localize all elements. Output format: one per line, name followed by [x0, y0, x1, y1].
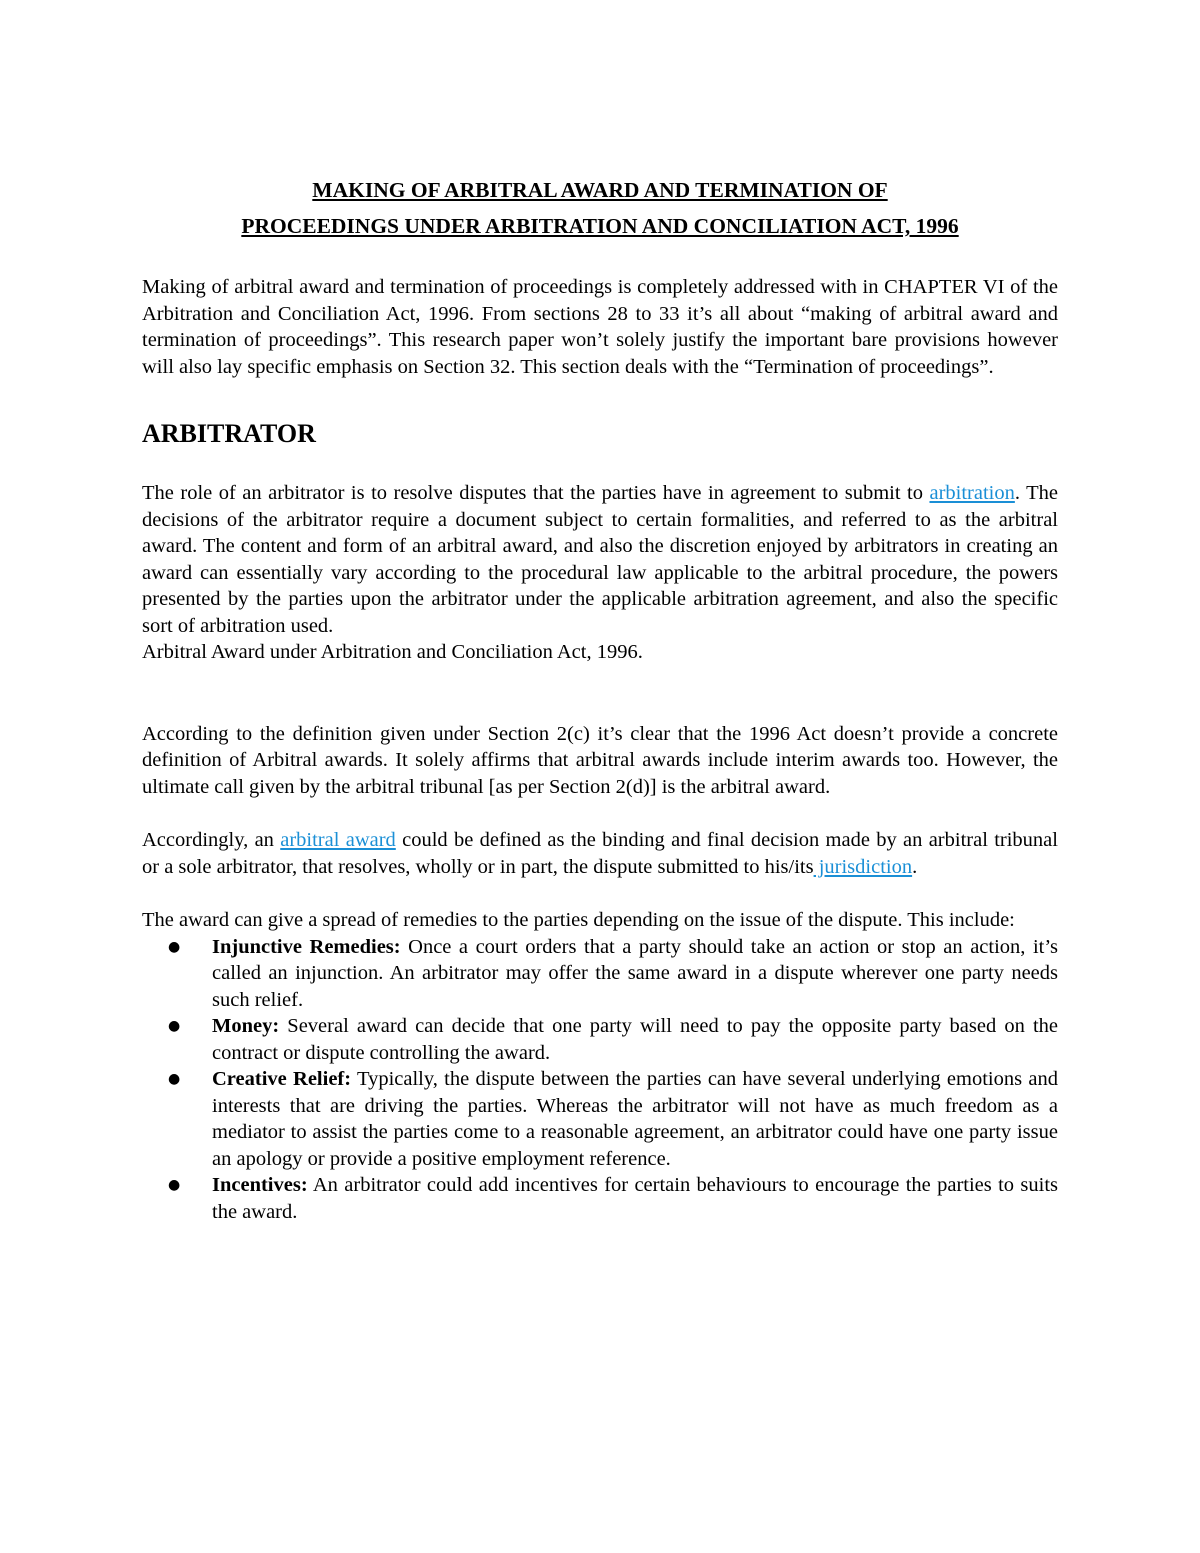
jurisdiction-link[interactable]: jurisdiction	[813, 855, 913, 878]
document-title	[142, 172, 1058, 244]
title-line-2: PROCEEDINGS UNDER ARBITRATION AND CONCILIATION ACT, 1996	[241, 214, 959, 238]
remedy-label: Injunctive Remedies:	[212, 935, 401, 958]
arbitral-award-link[interactable]: arbitral award	[280, 829, 396, 851]
arbitrator-heading: ARBITRATOR	[142, 419, 316, 448]
acc-text-3: .	[912, 855, 918, 878]
bullet-icon: ●	[168, 938, 181, 955]
remedies-list	[142, 934, 1058, 1226]
list-item	[168, 1172, 1058, 1225]
acc-text-1: Accordingly, an	[142, 829, 281, 851]
remedy-label: Creative Relief:	[212, 1068, 352, 1090]
remedy-text: An arbitrator could add incentives for certain behaviours to encourage the parties to suits the award.	[212, 1174, 1058, 1223]
intro-paragraph: Making of arbitral award and termination of proceedings is completely addressed with in CHAPTER VI of the Arbitration and Conciliation Act, 1996. From sections 28 to 33 it’s all about “making of arbitral award and termination of proceedings”. This research paper won’t solely justify the important bare provisions however will also lay specific emphasis on Section 32. This section deals with the “Termination of proceedings”.	[142, 276, 1058, 378]
remedy-label: Incentives:	[212, 1174, 308, 1196]
arbitration-link[interactable]: arbitration	[929, 482, 1015, 504]
acc-text-2: could be defined as the binding and final decision made by an arbitral tribunal or a sole arbitrator, that resolves, wholly or in part, the dispute submitted to his/its	[142, 829, 1058, 878]
remedies-intro-paragraph: The award can give a spread of remedies to the parties depending on the issue of the dispute. This include:	[142, 909, 1015, 931]
list-item	[168, 1013, 1058, 1066]
role-text-1: The role of an arbitrator is to resolve disputes that the parties have in agreement to submit to	[142, 482, 930, 504]
role-paragraph	[142, 480, 1058, 639]
bullet-icon: ●	[168, 1018, 181, 1034]
bullet-icon: ●	[168, 1071, 181, 1087]
remedy-text: Typically, the dispute between the parties can have several underlying emotions and interests that are driving the parties. Whereas the arbitrator will not have as much freedom as a mediator to assist the parties come to a reasonable agreement, an arbitrator could have one party issue an apology or provide a positive employment reference.	[212, 1068, 1058, 1170]
remedy-label: Money:	[212, 1015, 280, 1037]
list-item	[168, 1066, 1058, 1172]
list-item	[168, 934, 1059, 1014]
accordingly-paragraph	[142, 827, 1058, 880]
definition-paragraph: According to the definition given under Section 2(c) it’s clear that the 1996 Act doesn’t provide a concrete definition of Arbitral awards. It solely affirms that arbitral awards include interim awards too. However, the ultimate call given by the arbitral tribunal [as per Section 2(d)] is the arbitral award.	[142, 722, 1058, 798]
remedy-text: Once a court orders that a party should take an action or stop an action, it’s called an injunction. An arbitrator may offer the same award in a dispute wherever one party needs such relief.	[212, 935, 1059, 1011]
remedy-text: Several award can decide that one party will need to pay the opposite party based on the contract or dispute controlling the award.	[212, 1015, 1058, 1064]
title-line-1: MAKING OF ARBITRAL AWARD AND TERMINATION OF	[312, 178, 888, 202]
award-subheading: Arbitral Award under Arbitration and Conciliation Act, 1996.	[142, 641, 643, 663]
bullet-icon: ●	[168, 1177, 181, 1193]
role-text-2: . The decisions of the arbitrator require a document subject to certain formalities, and referred to as the arbitral award. The content and form of an arbitral award, and also the discretion enjoyed by arbitrators in creating an award can essentially vary according to the procedural law applicable to the arbitral procedure, the powers presented by the parties upon the arbitrator under the applicable arbitration agreement, and also the specific sort of arbitration used.	[142, 482, 1058, 637]
